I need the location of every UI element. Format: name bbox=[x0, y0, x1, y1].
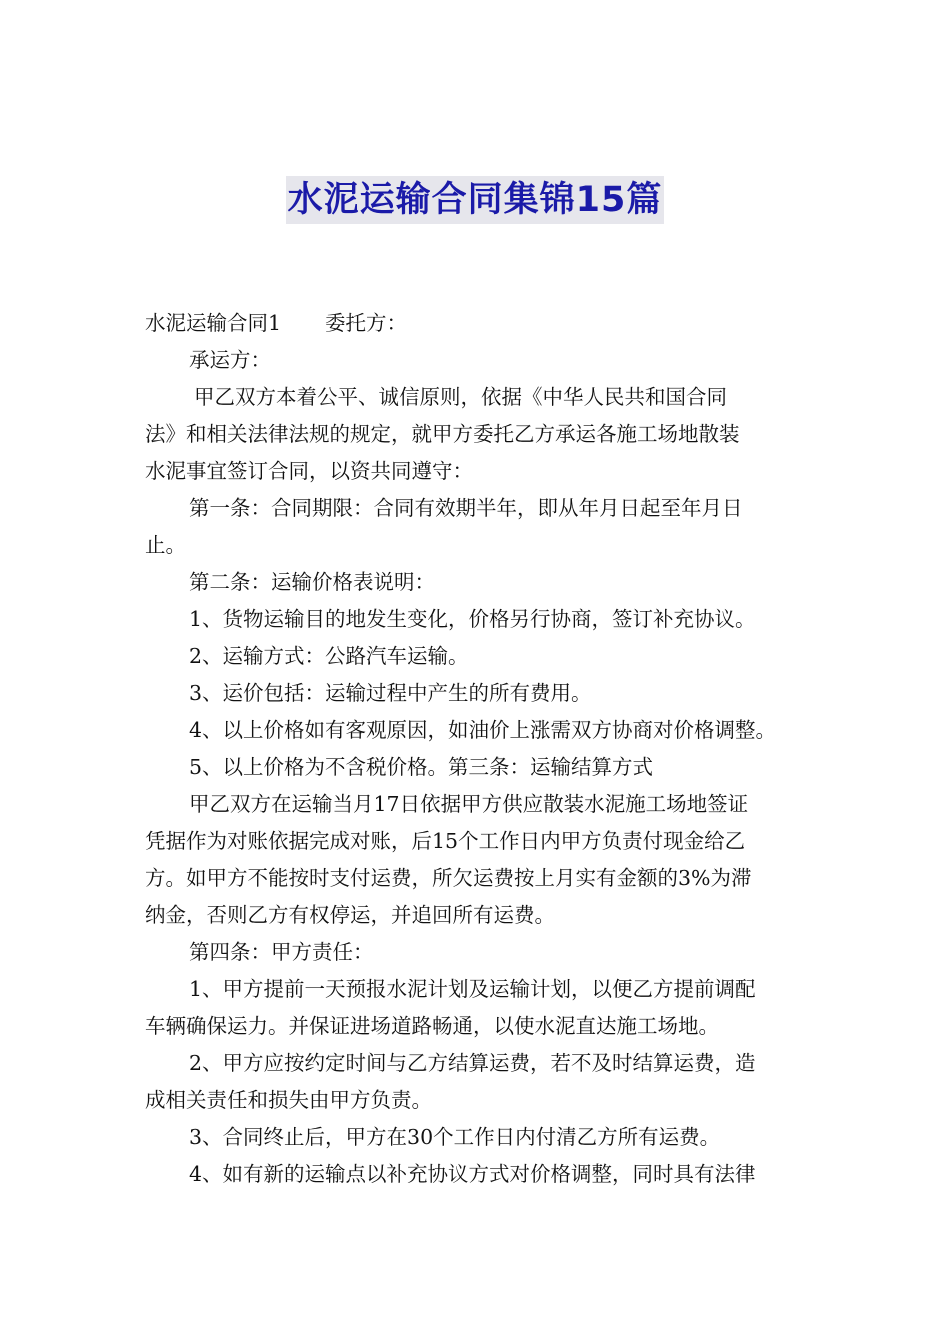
paragraph-line: 成相关责任和损失由甲方负责。 bbox=[145, 1088, 432, 1112]
paragraph-line: 方。如甲方不能按时支付运费，所欠运费按上月实有金额的3%为滞 bbox=[145, 866, 752, 890]
paragraph-line: 4、如有新的运输点以补充协议方式对价格调整，同时具有法律 bbox=[189, 1162, 756, 1186]
paragraph-line: 承运方： bbox=[189, 348, 271, 372]
paragraph-line: 纳金，否则乙方有权停运，并追回所有运费。 bbox=[145, 903, 555, 927]
paragraph-line: 1、货物运输目的地发生变化，价格另行协商，签订补充协议。 bbox=[189, 607, 756, 631]
paragraph-line: 1、甲方提前一天预报水泥计划及运输计划，以便乙方提前调配 bbox=[189, 977, 756, 1001]
paragraph-line: 止。 bbox=[145, 533, 186, 557]
paragraph-line: 4、以上价格如有客观原因，如油价上涨需双方协商对价格调整。 bbox=[189, 718, 777, 742]
paragraph-line: 甲乙双方本着公平、诚信原则，依据《中华人民共和国合同 bbox=[194, 385, 727, 409]
paragraph-line: 第二条：运输价格表说明： bbox=[189, 570, 435, 594]
paragraph-line: 车辆确保运力。并保证进场道路畅通，以使水泥直达施工场地。 bbox=[145, 1014, 719, 1038]
paragraph-line: 2、甲方应按约定时间与乙方结算运费，若不及时结算运费，造 bbox=[189, 1051, 756, 1075]
contract-heading: 水泥运输合同1 bbox=[145, 311, 282, 335]
paragraph-line: 第一条：合同期限：合同有效期半年，即从年月日起至年月日 bbox=[189, 496, 743, 520]
client-label: 委托方： bbox=[325, 311, 408, 335]
paragraph-line: 第四条：甲方责任： bbox=[189, 940, 374, 964]
paragraph-line: 水泥事宜签订合同，以资共同遵守： bbox=[145, 459, 473, 483]
paragraph-line bbox=[145, 305, 813, 342]
paragraph-line: 法》和相关法律法规的规定，就甲方委托乙方承运各施工场地散装 bbox=[145, 422, 740, 446]
paragraph-line: 2、运输方式：公路汽车运输。 bbox=[189, 644, 469, 668]
paragraph-line: 凭据作为对账依据完成对账，后15个工作日内甲方负责付现金给乙 bbox=[145, 829, 746, 853]
paragraph-line: 3、运价包括：运输过程中产生的所有费用。 bbox=[189, 681, 592, 705]
title-container bbox=[0, 176, 950, 224]
paragraph-line: 3、合同终止后，甲方在30个工作日内付清乙方所有运费。 bbox=[189, 1125, 721, 1149]
paragraph-line: 甲乙双方在运输当月17日依据甲方供应散装水泥施工场地签证 bbox=[189, 792, 749, 816]
paragraph-line: 5、以上价格为不含税价格。第三条：运输结算方式 bbox=[189, 755, 654, 779]
document-body bbox=[145, 305, 813, 1193]
document-title: 水泥运输合同集锦15篇 bbox=[286, 176, 665, 224]
